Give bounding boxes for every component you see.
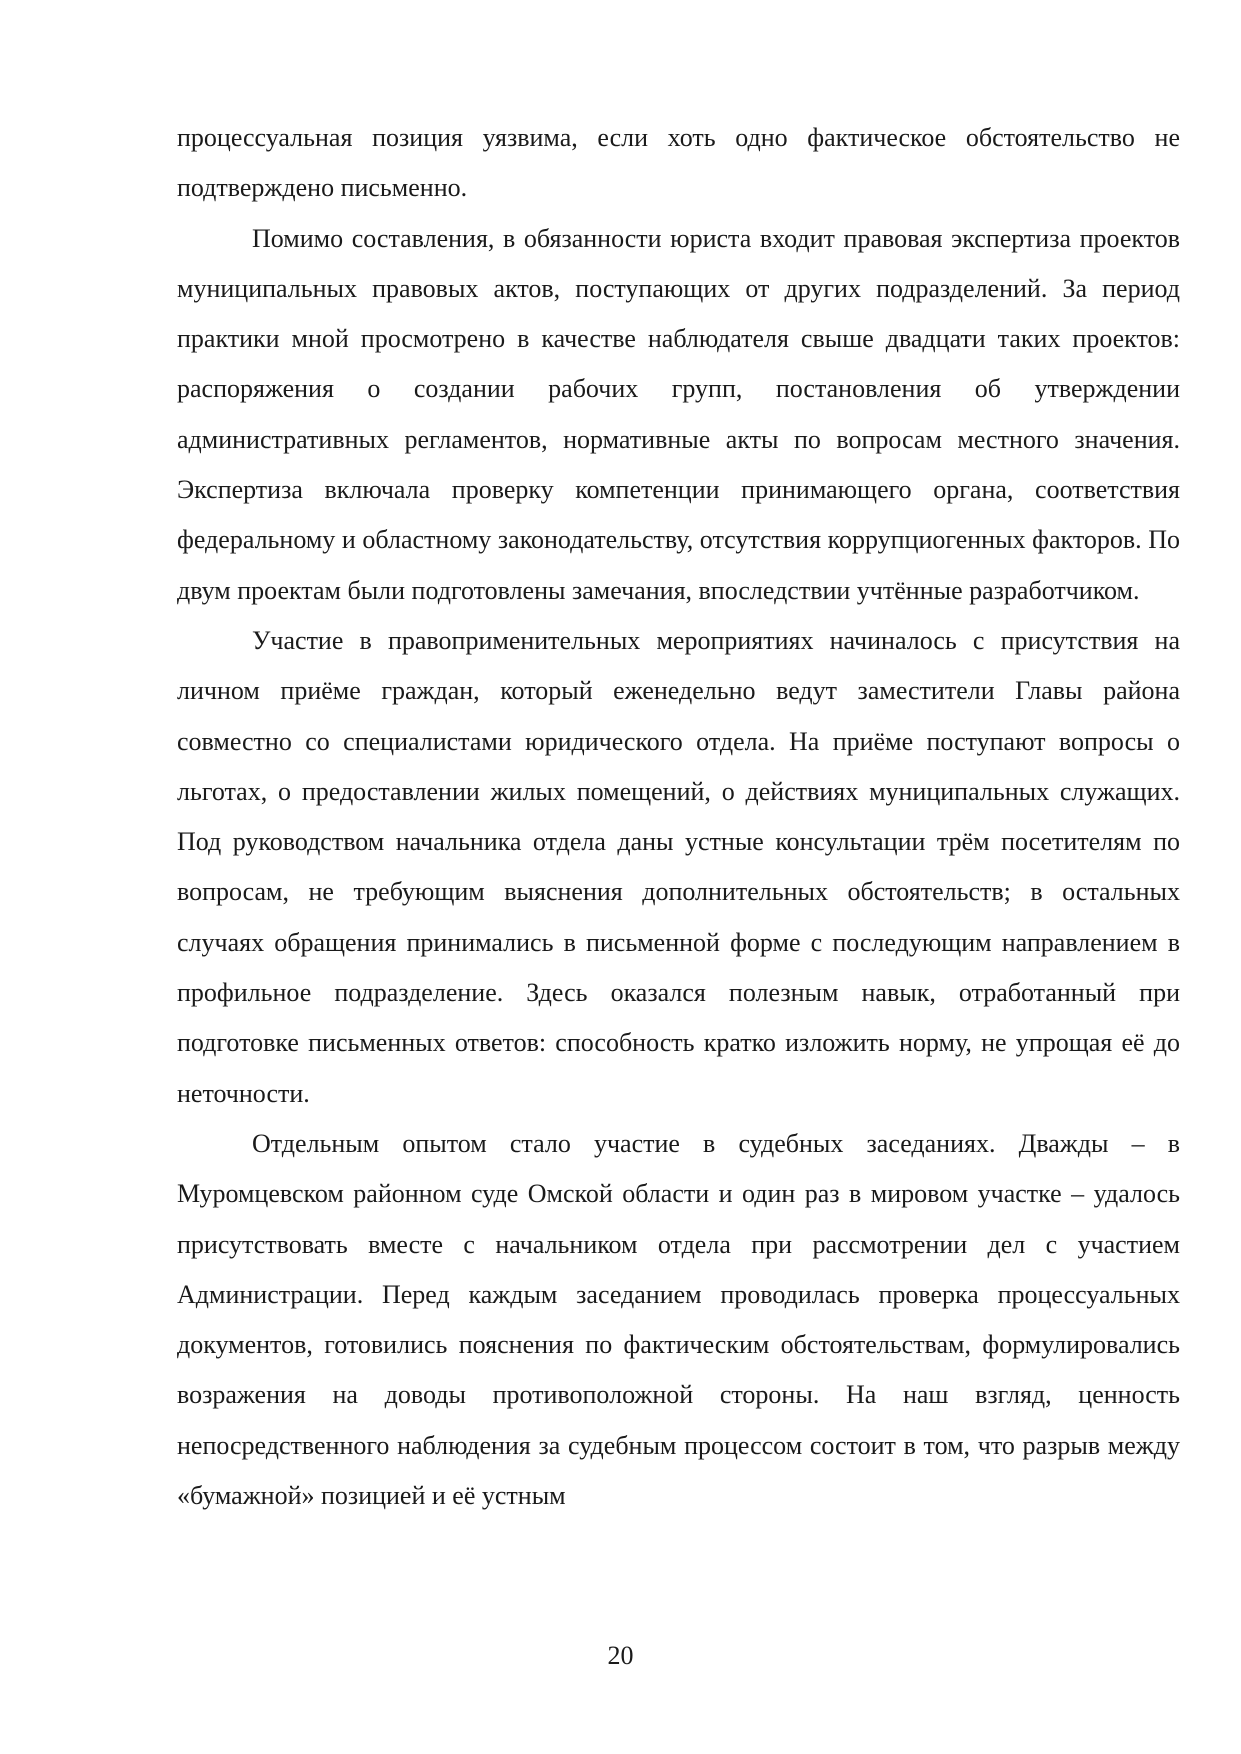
paragraph-citizen-reception: Участие в правоприменительных мероприятиях начиналось с присутствия на личном приёме граждан, который еженедельно ведут заместители Главы района совместно со специалистами юридического отдела. На приёме поступают вопросы о льготах, о предоставлении жилых помещений, о действиях муниципальных служащих. Под руководством начальника отдела даны устные консультации трём посетителям по вопросам, не требующим выяснения дополнительных обстоятельств; в остальных случаях обращения принимались в письменной форме с последующим направлением в профильное подразделение. Здесь оказался полезным навык, отработанный при подготовке письменных ответов: способность кратко изложить норму, не упрощая её до неточности.	[177, 625, 1180, 1108]
page-number: 20	[607, 1641, 634, 1670]
paragraph-continuation: процессуальная позиция уязвима, если хоть одно фактическое обстоятельство не подтверждено письменно.	[177, 123, 1180, 203]
paragraph-legal-expertise: Помимо составления, в обязанности юриста входит правовая экспертиза проектов муниципальных правовых актов, поступающих от других подразделений. За период практики мной просмотрено в качестве наблюдателя свыше двадцати таких проектов: распоряжения о создании рабочих групп, постановления об утверждении административных регламентов, нормативные акты по вопросам местного значения. Экспертиза включала проверку компетенции принимающего органа, соответствия федеральному и областному законодательству, отсутствия коррупциогенных факторов. По двум проектам были подготовлены замечания, впоследствии учтённые разработчиком.	[177, 223, 1180, 605]
body-text	[177, 113, 1180, 1521]
paragraph-court-sessions: Отдельным опытом стало участие в судебных заседаниях. Дважды – в Муромцевском районном суде Омской области и один раз в мировом участке – удалось присутствовать вместе с начальником отдела при рассмотрении дел с участием Администрации. Перед каждым заседанием проводилась проверка процессуальных документов, готовились пояснения по фактическим обстоятельствам, формулировались возражения на доводы противоположной стороны. На наш взгляд, ценность непосредственного наблюдения за судебным процессом состоит в том, что разрыв между «бумажной» позицией и её устным	[177, 1128, 1180, 1511]
